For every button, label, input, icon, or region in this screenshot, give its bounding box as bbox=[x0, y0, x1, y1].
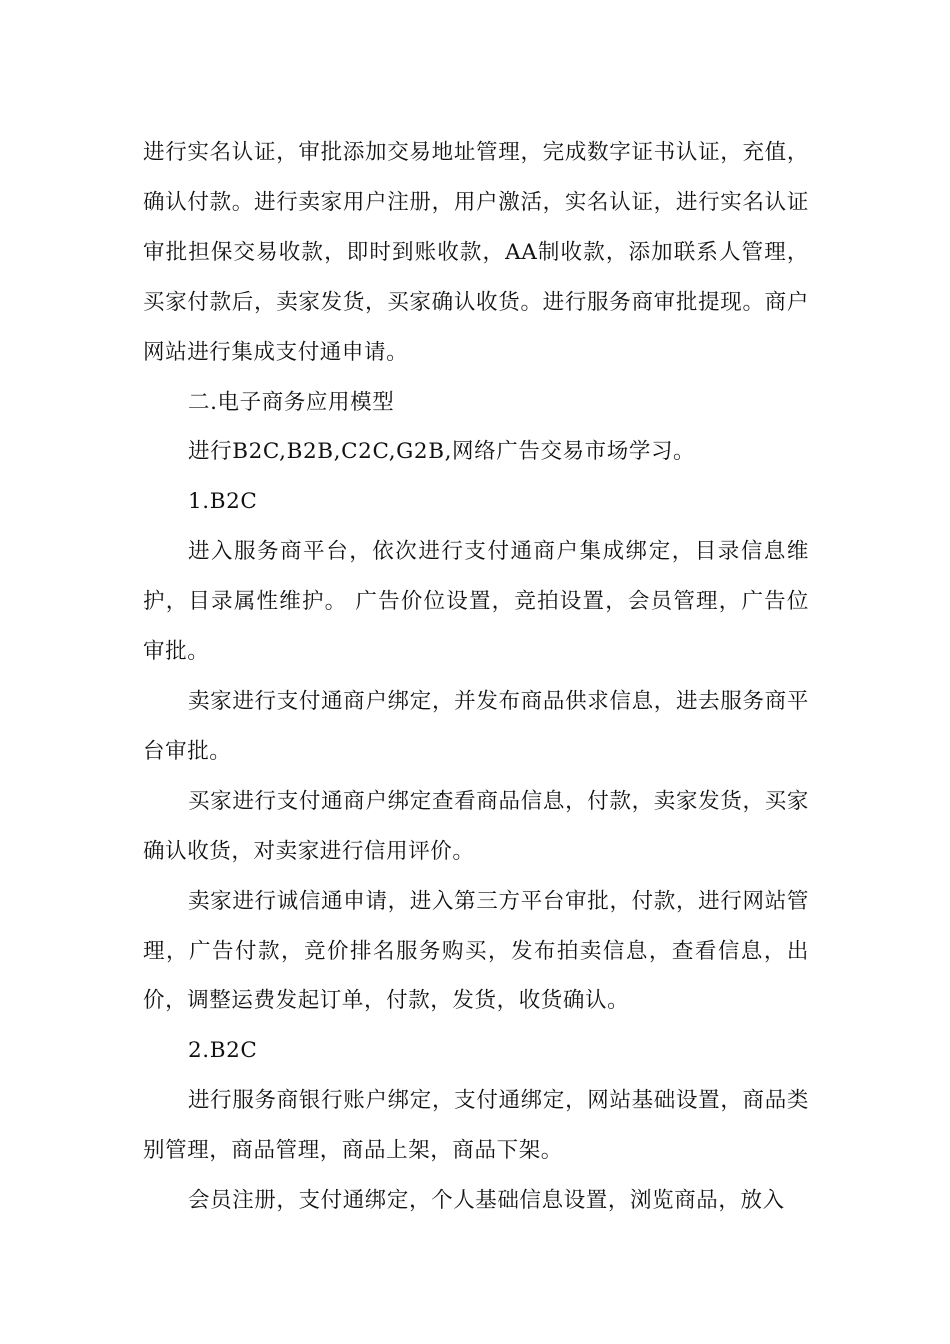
paragraph-service-platform: 进入服务商平台，依次进行支付通商户集成绑定，目录信息维护，目录属性维护。 广告价位设置，竞拍设置，会员管理，广告位审批。 bbox=[143, 539, 809, 665]
section-heading-ecommerce-models: 二.电子商务应用模型 bbox=[188, 389, 395, 415]
paragraph-buyer-binding: 买家进行支付通商户绑定查看商品信息，付款，卖家发货，买家确认收货，对卖家进行信用评价。 bbox=[143, 788, 809, 864]
subheading-b2c-2: 2.B2C bbox=[188, 1038, 258, 1064]
paragraph-member-registration: 会员注册，支付通绑定，个人基础信息设置，浏览商品，放入 bbox=[188, 1188, 785, 1214]
subheading-b2c-1: 1.B2C bbox=[188, 489, 258, 515]
paragraph-seller-integrity: 卖家进行诚信通申请，进入第三方平台审批，付款，进行网站管理，广告付款，竞价排名服务购买，发布拍卖信息，查看信息，出价，调整运费发起订单，付款，发货，收货确认。 bbox=[143, 888, 809, 1014]
paragraph-seller-binding: 卖家进行支付通商户绑定，并发布商品供求信息，进去服务商平台审批。 bbox=[143, 688, 809, 764]
paragraph-bank-binding: 进行服务商银行账户绑定，支付通绑定，网站基础设置，商品类别管理，商品管理，商品上架，商品下架。 bbox=[143, 1088, 809, 1164]
paragraph-models-intro: 进行B2C,B2B,C2C,G2B,网络广告交易市场学习。 bbox=[188, 439, 696, 465]
document-body bbox=[143, 128, 809, 1226]
paragraph-payment-flow: 进行实名认证，审批添加交易地址管理，完成数字证书认证，充值，确认付款。进行卖家用户注册，用户激活，实名认证，进行实名认证审批担保交易收款，即时到账收款，AA制收款，添加联系人管理，买家付款后，卖家发货，买家确认收货。进行服务商审批提现。商户网站进行集成支付通申请。 bbox=[143, 140, 809, 365]
